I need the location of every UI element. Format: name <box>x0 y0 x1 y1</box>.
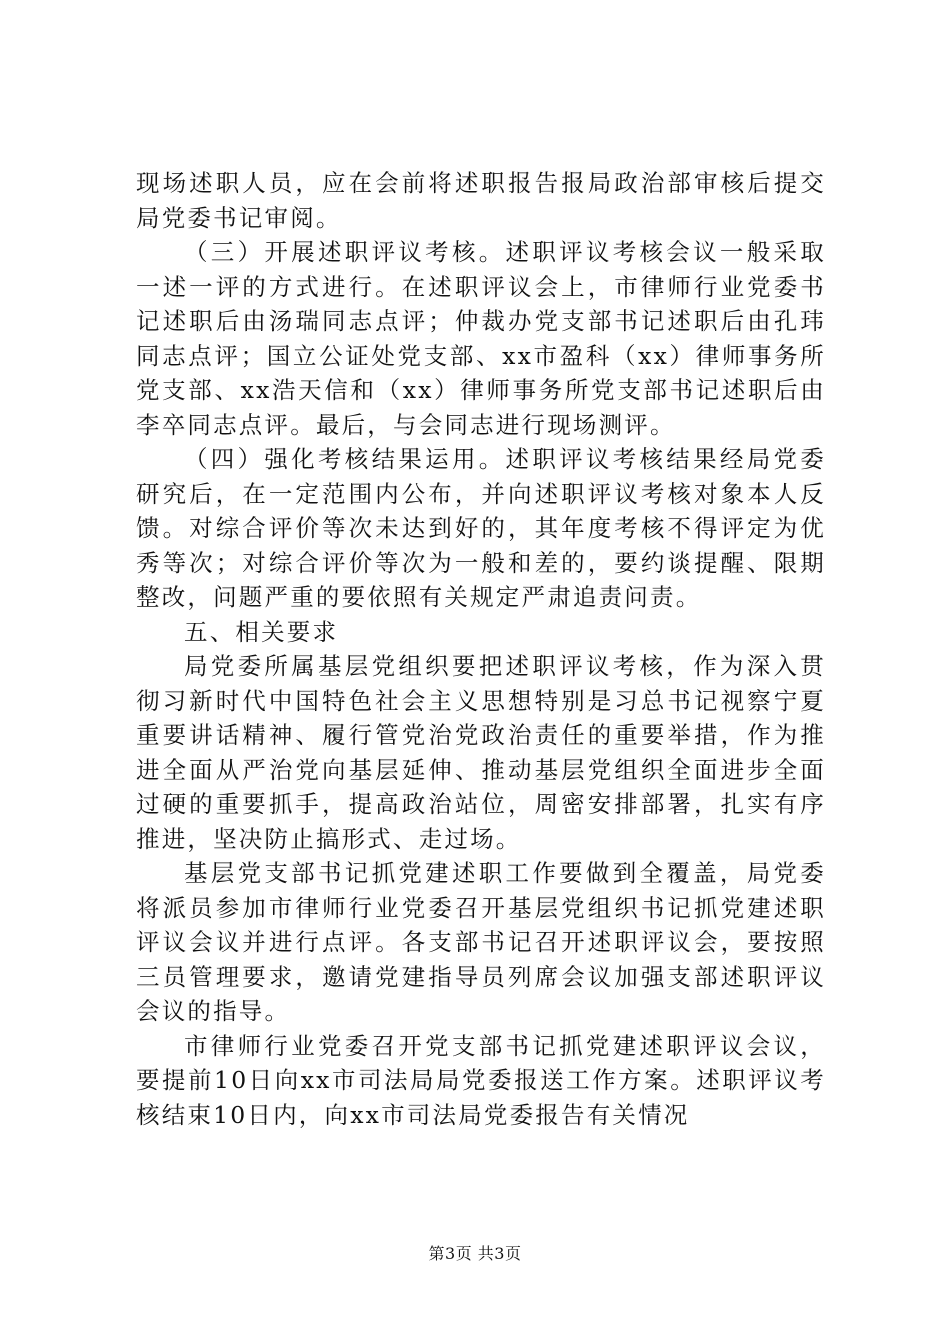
paragraph-requirements-2: 基层党支部书记抓党建述职工作要做到全覆盖，局党委将派员参加市律师行业党委召开基层党组织书记抓党建述职评议会议并进行点评。各支部书记召开述职评议会，要按照三员管理要求，邀请党建指导员列席会议加强支部述职评议会议的指导。 <box>136 859 826 1025</box>
section-heading-requirements: 五、相关要求 <box>184 617 339 646</box>
page-footer: 第3页 共3页 <box>428 1244 522 1263</box>
paragraph-section-4: （四）强化考核结果运用。述职评议考核结果经局党委研究后，在一定范围内公布，并向述职评议考核对象本人反馈。对综合评价等次未达到好的，其年度考核不得评定为优秀等次；对综合评价等次为一般和差的，要约谈提醒、限期整改，问题严重的要依照有关规定严肃追责问责。 <box>136 445 826 611</box>
paragraph-continuation: 现场述职人员，应在会前将述职报告报局政治部审核后提交局党委书记审阅。 <box>136 169 826 232</box>
paragraph-requirements-1: 局党委所属基层党组织要把述职评议考核，作为深入贯彻习新时代中国特色社会主义思想特别是习总书记视察宁夏重要讲话精神、履行管党治党政治责任的重要举措，作为推进全面从严治党向基层延伸、推动基层党组织全面进步全面过硬的重要抓手，提高政治站位，周密安排部署，扎实有序推进，坚决防止搞形式、走过场。 <box>136 652 826 853</box>
paragraph-section-3: （三）开展述职评议考核。述职评议考核会议一般采取一述一评的方式进行。在述职评议会上，市律师行业党委书记述职后由汤瑞同志点评；仲裁办党支部书记述职后由孔玮同志点评；国立公证处党支部、xx市盈科（xx）律师事务所党支部、xx浩天信和（xx）律师事务所党支部书记述职后由李卒同志点评。最后，与会同志进行现场测评。 <box>136 238 826 439</box>
document-body <box>136 166 826 1132</box>
paragraph-requirements-3: 市律师行业党委召开党支部书记抓党建述职评议会议，要提前10日向xx市司法局局党委报送工作方案。述职评议考核结束10日内，向xx市司法局党委报告有关情况 <box>136 1031 826 1129</box>
